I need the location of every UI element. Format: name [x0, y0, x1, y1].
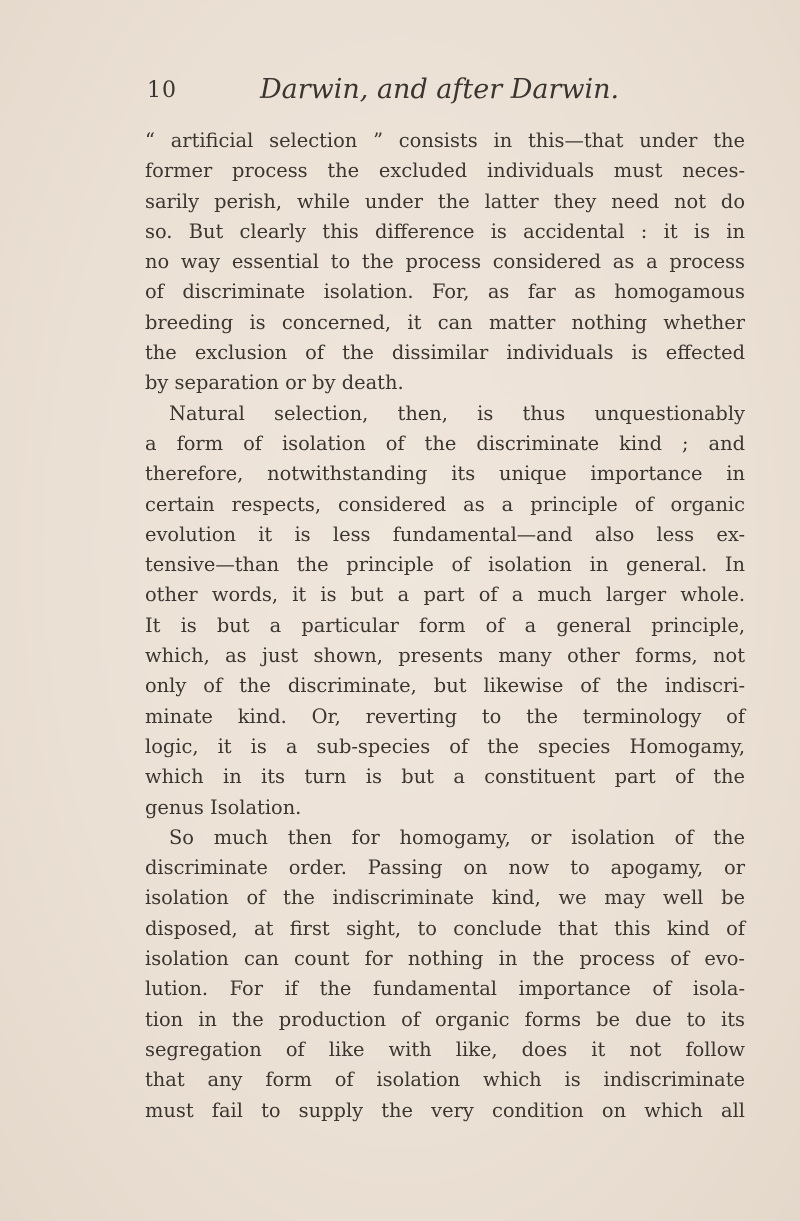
text-line: a form of isolation of the discriminate kind ; and: [145, 431, 745, 455]
text-line: therefore, notwithstanding its unique importance in: [145, 462, 745, 486]
text-line: logic, it is a sub-species of the species Homogamy,: [145, 734, 745, 758]
text-line: which in its turn is but a constituent part of the: [145, 765, 745, 789]
text-line: certain respects, considered as a principle of organic: [145, 492, 745, 516]
text-line: isolation can count for nothing in the process of evo-: [145, 947, 745, 971]
text-line: disposed, at first sight, to conclude that this kind of: [145, 916, 745, 940]
text-line: of discriminate isolation. For, as far as homogamous: [145, 280, 745, 304]
text-line: by separation or by death.: [145, 371, 404, 395]
text-line: which, as just shown, presents many other forms, not: [145, 644, 745, 668]
text-line: must fail to supply the very condition on which all: [145, 1098, 745, 1122]
text-line: breeding is concerned, it can matter nothing whether: [145, 310, 745, 334]
running-title: Darwin, and after Darwin.: [260, 74, 620, 105]
text-line: the exclusion of the dissimilar individuals is effected: [145, 341, 745, 365]
text-line: only of the discriminate, but likewise of the indiscri-: [145, 674, 745, 698]
text-line: segregation of like with like, does it not follow: [145, 1037, 745, 1061]
text-line: lution. For if the fundamental importance of isola-: [145, 977, 745, 1001]
text-line: minate kind. Or, reverting to the terminology of: [145, 704, 745, 728]
text-line: tensive—than the principle of isolation in general. In: [145, 553, 745, 577]
text-line: discriminate order. Passing on now to apogamy, or: [145, 856, 745, 880]
text-line: It is but a particular form of a general principle,: [145, 613, 745, 637]
text-line: tion in the production of organic forms be due to its: [145, 1007, 745, 1031]
text-line: isolation of the indiscriminate kind, we may well be: [145, 886, 745, 910]
text-line: genus Isolation.: [145, 795, 302, 819]
text-line: So much then for homogamy, or isolation of the: [169, 825, 745, 849]
text-line: “ artificial selection ” consists in this—that under the: [145, 129, 745, 152]
text-line: former process the excluded individuals must neces-: [145, 159, 745, 183]
text-line: other words, it is but a part of a much larger whole.: [145, 583, 745, 607]
body-text: [145, 126, 745, 1126]
text-line: sarily perish, while under the latter they need not do: [145, 189, 745, 213]
text-line: so. But clearly this difference is accidental : it is in: [145, 219, 745, 243]
page-number: 10: [147, 78, 177, 103]
running-head: [147, 74, 667, 114]
text-line: Natural selection, then, is thus unquestionably: [169, 401, 745, 425]
text-line: that any form of isolation which is indiscriminate: [145, 1068, 745, 1092]
text-line: no way essential to the process considered as a process: [145, 250, 745, 274]
text-line: evolution it is less fundamental—and also less ex-: [145, 522, 745, 546]
